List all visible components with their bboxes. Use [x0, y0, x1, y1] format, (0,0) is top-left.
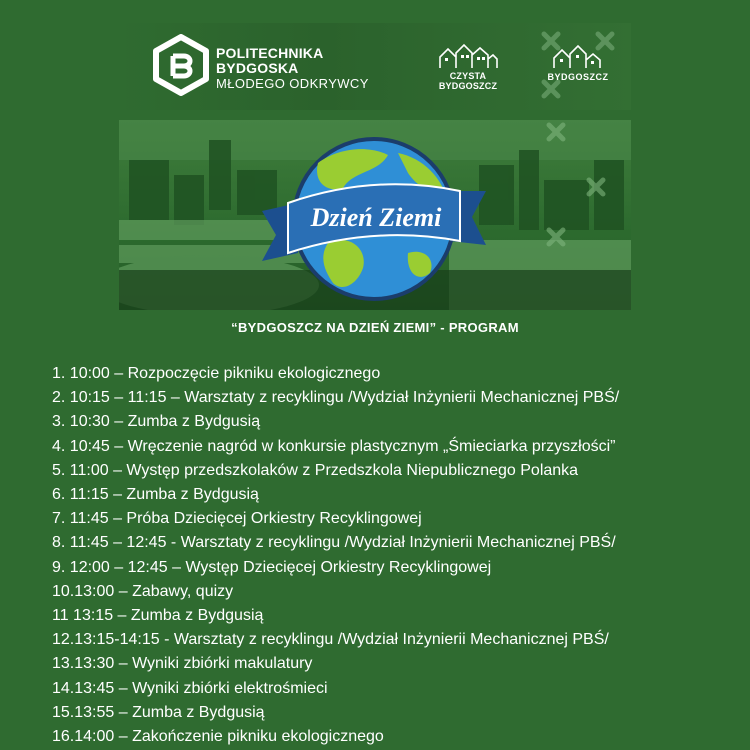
- pb-hexagon-logo-icon: [151, 34, 211, 96]
- houses-icon: [438, 43, 498, 69]
- program-item: 7. 11:45 – Próba Dziecięcej Orkiestry Recyklingowej: [52, 510, 422, 528]
- program-item: 5. 11:00 – Występ przedszkolaków z Przedszkola Niepublicznego Polanka: [52, 461, 579, 479]
- program-item: 6. 11:15 – Zumba z Bydgusią: [52, 486, 259, 504]
- program-item: 13.13:30 – Wyniki zbiórki makulatury: [52, 655, 313, 673]
- program-title: “BYDGOSZCZ NA DZIEŃ ZIEMI” - PROGRAM: [231, 320, 519, 335]
- program-item: 3. 10:30 – Zumba z Bydgusią: [52, 413, 261, 431]
- program-item: 12.13:15-14:15 - Warsztaty z recyklingu /Wydział Inżynierii Mechanicznej PBŚ/: [52, 631, 609, 649]
- program-item: 14.13:45 – Wyniki zbiórki elektrośmieci: [52, 679, 328, 697]
- earth-globe-icon: [258, 133, 490, 305]
- partner-2-name: BYDGOSZCZ: [547, 72, 609, 82]
- program-item: 15.13:55 – Zumba z Bydgusią: [52, 703, 265, 721]
- program-list: [52, 362, 619, 749]
- logo-text: [216, 46, 369, 91]
- logo-line-1: POLITECHNIKA: [216, 45, 324, 61]
- program-item: 11 13:15 – Zumba z Bydgusią: [52, 607, 264, 625]
- czysta-bydgoszcz-logo: [422, 43, 514, 91]
- logo-line-2: BYDGOSKA: [216, 60, 299, 76]
- program-item: 4. 10:45 – Wręczenie nagród w konkursie plastycznym „Śmieciarka przyszłości”: [52, 437, 616, 455]
- partner-1-name: CZYSTA BYDGOSZCZ: [438, 71, 498, 91]
- program-item: 9. 12:00 – 12:45 – Występ Dziecięcej Orkiestry Recyklingowej: [52, 558, 492, 576]
- program-item: 2. 10:15 – 11:15 – Warsztaty z recyklingu /Wydział Inżynierii Mechanicznej PBŚ/: [52, 389, 620, 407]
- program-item: 1. 10:00 – Rozpoczęcie pikniku ekologicznego: [52, 365, 381, 382]
- logo-line-3: MŁODEGO ODKRYWCY: [216, 76, 369, 91]
- city-crosses-icon: [536, 30, 620, 100]
- program-item: 16.14:00 – Zakończenie pikniku ekologicznego: [52, 728, 384, 746]
- program-item: 8. 11:45 – 12:45 - Warsztaty z recyklingu /Wydział Inżynierii Mechanicznej PBŚ/: [52, 534, 616, 552]
- bydgoszcz-city-logo: [536, 30, 620, 100]
- program-item: 10.13:00 – Zabawy, quizy: [52, 582, 234, 600]
- ribbon-title: Dzień Ziemi: [310, 203, 442, 232]
